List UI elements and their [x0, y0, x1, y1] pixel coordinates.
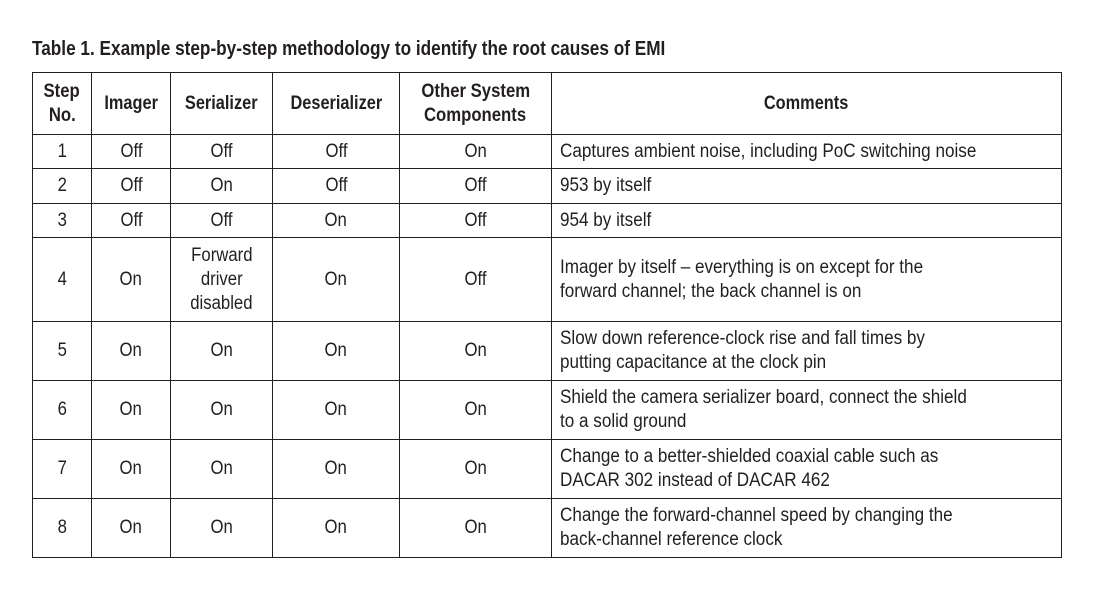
cell-step-no: 2 [33, 169, 92, 204]
cell-step-no: 5 [33, 322, 92, 381]
table-row [33, 440, 1062, 499]
table-row [33, 204, 1062, 238]
cell-imager: On [92, 499, 171, 558]
header-deserializer: Deserializer [273, 73, 400, 135]
cell-imager: Off [92, 204, 171, 238]
header-step-no: Step No. [33, 73, 92, 135]
header-comments: Comments [552, 73, 1062, 135]
cell-comments: Change to a better-shielded coaxial cable such as DACAR 302 instead of DACAR 462 [552, 440, 1062, 499]
cell-imager: On [92, 440, 171, 499]
cell-deserializer: On [273, 440, 400, 499]
cell-serializer: On [171, 440, 273, 499]
cell-serializer: On [171, 381, 273, 440]
cell-serializer: On [171, 169, 273, 204]
cell-serializer: Forward driver disabled [171, 238, 273, 322]
cell-step-no: 1 [33, 135, 92, 169]
cell-serializer: On [171, 322, 273, 381]
cell-other-system-components: Off [400, 204, 552, 238]
cell-serializer: Off [171, 204, 273, 238]
header-row [33, 73, 1062, 135]
cell-serializer: On [171, 499, 273, 558]
cell-other-system-components: On [400, 381, 552, 440]
cell-serializer: Off [171, 135, 273, 169]
cell-other-system-components: Off [400, 169, 552, 204]
cell-imager: On [92, 381, 171, 440]
cell-step-no: 4 [33, 238, 92, 322]
cell-comments: 954 by itself [552, 204, 1062, 238]
cell-comments: Slow down reference-clock rise and fall times by putting capacitance at the clock pin [552, 322, 1062, 381]
cell-step-no: 7 [33, 440, 92, 499]
table-row [33, 238, 1062, 322]
table-caption: Table 1. Example step-by-step methodology to identify the root causes of EMI [32, 38, 666, 60]
cell-imager: On [92, 322, 171, 381]
table-row [33, 169, 1062, 204]
cell-comments: Imager by itself – everything is on except for the forward channel; the back channel is on [552, 238, 1062, 322]
cell-deserializer: On [273, 381, 400, 440]
header-serializer: Serializer [171, 73, 273, 135]
cell-comments: Shield the camera serializer board, connect the shield to a solid ground [552, 381, 1062, 440]
cell-deserializer: On [273, 204, 400, 238]
table-row [33, 322, 1062, 381]
cell-comments: Change the forward-channel speed by changing the back-channel reference clock [552, 499, 1062, 558]
emi-methodology-table [32, 72, 1062, 558]
header-other-system-components: Other System Components [400, 73, 552, 135]
cell-deserializer: On [273, 238, 400, 322]
cell-deserializer: Off [273, 169, 400, 204]
cell-step-no: 8 [33, 499, 92, 558]
table-row [33, 499, 1062, 558]
cell-other-system-components: On [400, 440, 552, 499]
header-imager: Imager [92, 73, 171, 135]
cell-other-system-components: On [400, 322, 552, 381]
cell-imager: Off [92, 169, 171, 204]
cell-imager: Off [92, 135, 171, 169]
cell-comments: 953 by itself [552, 169, 1062, 204]
table-row [33, 381, 1062, 440]
cell-deserializer: On [273, 322, 400, 381]
table-row [33, 135, 1062, 169]
cell-other-system-components: On [400, 499, 552, 558]
cell-deserializer: On [273, 499, 400, 558]
cell-comments: Captures ambient noise, including PoC switching noise [552, 135, 1062, 169]
cell-other-system-components: Off [400, 238, 552, 322]
cell-other-system-components: On [400, 135, 552, 169]
cell-step-no: 6 [33, 381, 92, 440]
cell-deserializer: Off [273, 135, 400, 169]
cell-step-no: 3 [33, 204, 92, 238]
cell-imager: On [92, 238, 171, 322]
